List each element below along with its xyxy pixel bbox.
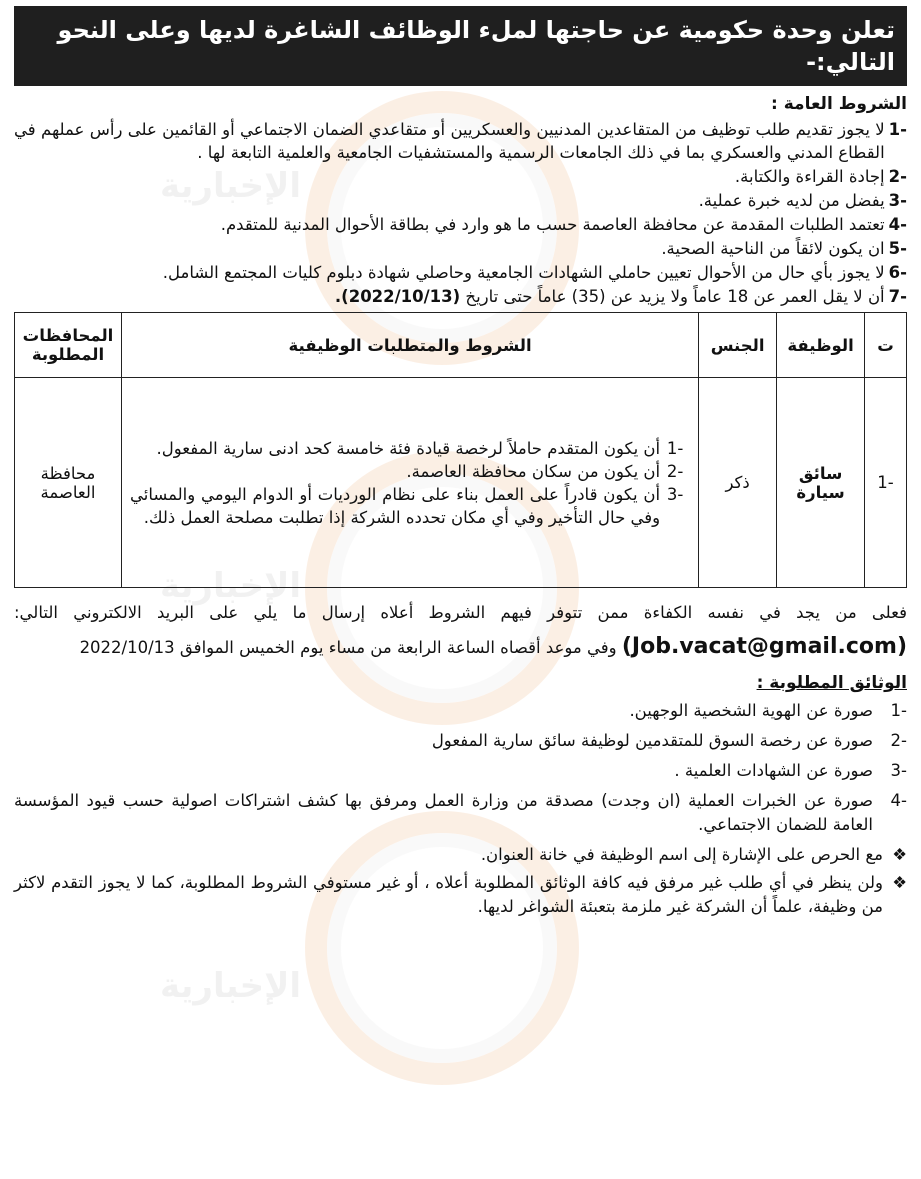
document-number: -1	[890, 701, 907, 720]
condition-number: -7	[888, 287, 907, 306]
document-number: -2	[890, 731, 907, 750]
column-header-governorates: المحافظات المطلوبة	[15, 313, 122, 378]
document-text: صورة عن الهوية الشخصية الوجهين.	[629, 701, 873, 720]
condition-number: -5	[888, 239, 907, 258]
condition-number: -6	[888, 263, 907, 282]
job-announcement-page	[0, 6, 921, 1179]
age-cutoff-date: (2022/10/13).	[334, 287, 461, 306]
condition-text: ان يكون لائقاً من الناحية الصحية.	[661, 239, 885, 258]
requirement-text: أن يكون من سكان محافظة العاصمة.	[406, 461, 661, 481]
age-condition-text: أن لا يقل العمر عن 18 عاماً ولا يزيد عن (35) عاماً حتى تاريخ	[465, 287, 885, 306]
note-text: ولن ينظر في أي طلب غير مرفق فيه كافة الوثائق المطلوبة أعلاه ، أو غير مستوفي الشروط المطلوبة، كما لا يجوز التقدم لاكثر من وظيفة، علماً أن الشركة غير ملزمة بتعبئة الشواغر لديها.	[14, 873, 883, 916]
requirement-text: أن يكون قادراً على العمل بناء على نظام الورديات أو الدوام اليومي والمسائي وفي حال التأخير وفي أي مكان تحدده الشركة إذا تطلبت مصلحة العمل ذلك.	[130, 484, 661, 527]
condition-text: تعتمد الطلبات المقدمة عن محافظة العاصمة حسب ما هو وارد في بطاقة الأحوال المدنية للمتقدم.	[220, 215, 885, 234]
required-documents-list	[14, 699, 907, 837]
condition-text	[14, 285, 885, 308]
requirement-number: -3	[666, 484, 684, 504]
condition-item	[14, 165, 907, 188]
column-header-requirements: الشروط والمتطلبات الوظيفية	[122, 313, 699, 378]
condition-number: -4	[888, 215, 907, 234]
general-conditions-list	[14, 118, 907, 308]
announcement-title: تعلن وحدة حكومية عن حاجتها لملء الوظائف الشاغرة لديها وعلى النحو التالي:-	[14, 6, 907, 86]
condition-item	[14, 189, 907, 212]
requirement-number: -2	[666, 461, 684, 481]
condition-item	[14, 213, 907, 236]
document-number: -3	[890, 761, 907, 780]
governorate-cell: محافظة العاصمة	[15, 378, 122, 588]
watermark-text: الإخبارية	[160, 966, 302, 1006]
requirement-number: -1	[666, 438, 684, 458]
column-header-job: الوظيفة	[777, 313, 865, 378]
application-text-before: فعلى من يجد في نفسه الكفاءة ممن تتوفر فيهم الشروط أعلاه إرسال ما يلي على البريد الالكتروني التالي:	[14, 603, 907, 622]
document-item	[14, 699, 907, 723]
notes-list	[14, 843, 907, 919]
diamond-bullet-icon: ❖	[892, 845, 907, 864]
document-text: صورة عن الخبرات العملية (ان وجدت) مصدقة من وزارة العمل ومرفق بها كشف اشتراكات اصولية حسب قيود المؤسسة العامة للضمان الاجتماعي.	[14, 791, 873, 834]
condition-text: لا يجوز تقديم طلب توظيف من المتقاعدين المدنيين والعسكريين أو متقاعدي الضمان الاجتماعي أو القائمين على رأس عملهم في القطاع المدني والعسكري بما في ذلك الجامعات الرسمية والمستشفيات الجامعية والعلمية التابعة لها .	[14, 120, 885, 162]
application-email[interactable]: (Job.vacat@gmail.com)	[621, 634, 907, 659]
job-number-cell: -1	[865, 378, 907, 588]
table-header-row	[15, 313, 907, 378]
condition-text: يفضل من لديه خبرة عملية.	[698, 191, 885, 210]
column-header-gender: الجنس	[699, 313, 777, 378]
application-deadline-text: وفي موعد أقصاه الساعة الرابعة من مساء يوم الخميس الموافق 2022/10/13	[79, 638, 617, 657]
condition-item	[14, 118, 907, 164]
document-item	[14, 789, 907, 837]
general-conditions-heading: الشروط العامة :	[771, 94, 907, 114]
document-number: -4	[890, 791, 907, 810]
watermark-text: الإخبارية	[160, 166, 302, 206]
note-item	[14, 843, 907, 867]
job-title-cell: سائق سيارة	[777, 378, 865, 588]
condition-item	[14, 285, 907, 308]
column-header-number: ت	[865, 313, 907, 378]
watermark-text: الإخبارية	[160, 566, 302, 606]
table-row	[15, 378, 907, 588]
jobs-table	[14, 312, 907, 588]
application-instructions	[14, 596, 907, 665]
note-item	[14, 871, 907, 919]
required-documents-heading: الوثائق المطلوبة :	[756, 673, 907, 693]
document-text: صورة عن رخصة السوق للمتقدمين لوظيفة سائق سارية المفعول	[431, 731, 873, 750]
document-content	[0, 6, 921, 919]
condition-item	[14, 237, 907, 260]
document-item	[14, 729, 907, 753]
requirement-item	[130, 460, 690, 483]
requirement-item	[130, 437, 690, 460]
requirement-text: أن يكون المتقدم حاملاً لرخصة قيادة فئة خامسة كحد ادنى سارية المفعول.	[156, 438, 661, 458]
document-item	[14, 759, 907, 783]
requirements-cell	[122, 378, 699, 588]
condition-text: إجادة القراءة والكتابة.	[734, 167, 885, 186]
diamond-bullet-icon: ❖	[892, 873, 907, 892]
gender-cell: ذكر	[699, 378, 777, 588]
document-text: صورة عن الشهادات العلمية .	[674, 761, 873, 780]
condition-item	[14, 261, 907, 284]
condition-number: -2	[888, 167, 907, 186]
condition-number: -1	[888, 120, 907, 139]
note-text: مع الحرص على الإشارة إلى اسم الوظيفة في خانة العنوان.	[480, 845, 883, 864]
condition-number: -3	[888, 191, 907, 210]
requirement-item	[130, 483, 690, 529]
condition-text: لا يجوز بأي حال من الأحوال تعيين حاملي الشهادات الجامعية وحاصلي شهادة دبلوم كليات المجتمع الشامل.	[162, 263, 885, 282]
